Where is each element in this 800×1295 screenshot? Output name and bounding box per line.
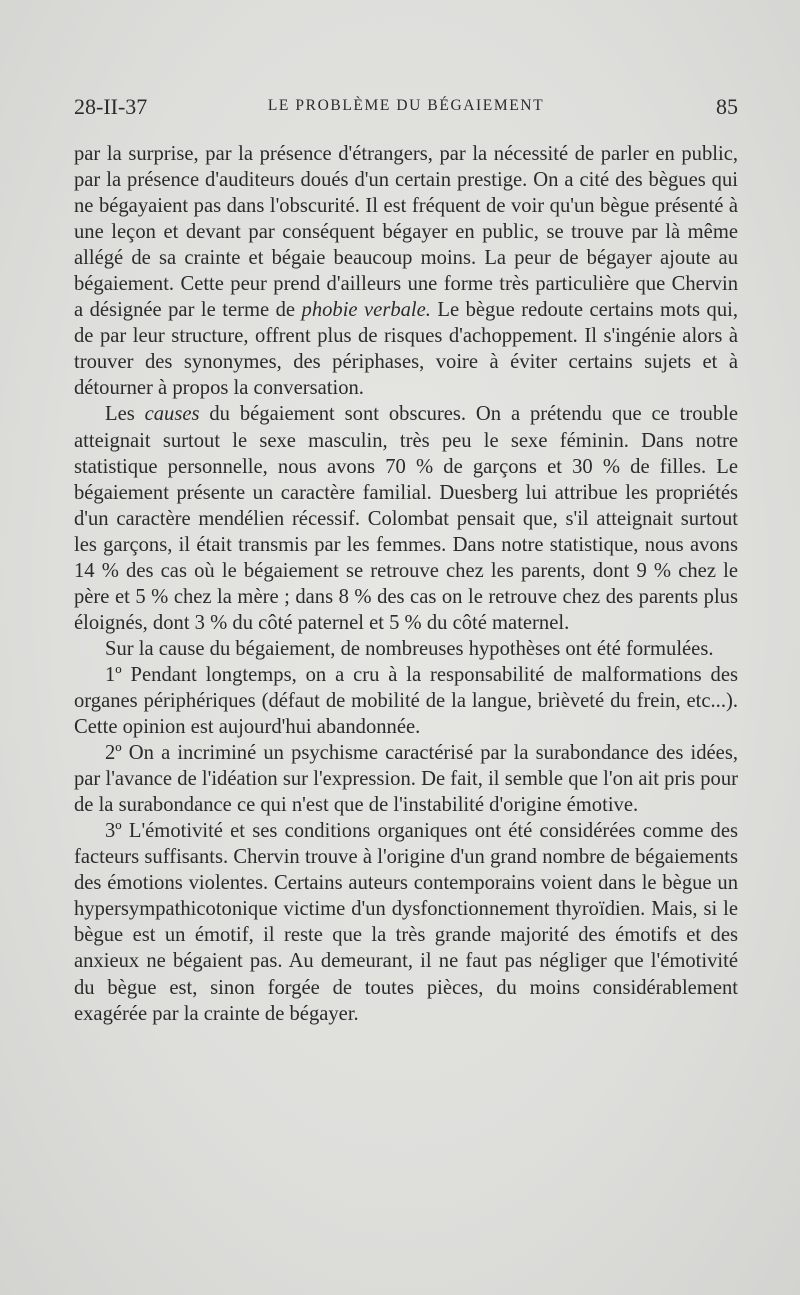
paragraph-1-end: Le bègue redoute certains mots qui, de par leur structure, offrent plus de risques d'achoppement. Il s'ingénie alors à trouver des synonymes, des périphases, voire à éviter certains sujets et à détourner à propos la conversation. (74, 299, 738, 400)
paragraph-6: 3º L'émotivité et ses conditions organiques ont été considérées comme des facteurs suffisants. Chervin trouve à l'origine d'un grand nombre de bégaiements des émotions violentes. Certains auteurs contemporains voient dans le bègue un hypersympathicotonique victime d'un dysfonctionnement thyroïdien. Mais, si le bègue est un émotif, il reste que la très grande majorité des émotifs et des anxieux ne bégaient pas. Au demeurant, il ne faut pas négliger que l'émotivité du bègue est, sinon forgée de toutes pièces, du moins considérablement exagérée par la crainte de bégayer. (74, 820, 738, 1025)
paragraph-1-italic: phobie verbale. (301, 299, 431, 322)
paragraph-4: 1º Pendant longtemps, on a cru à la responsabilité de malformations des organes périphériques (défaut de mobilité de la langue, brièveté du frein, etc...). Cette opinion est aujourd'hui abandonnée. (74, 663, 738, 739)
paragraph-5: 2º On a incriminé un psychisme caractérisé par la surabondance des idées, par l'avance de l'idéation sur l'expression. De fait, il semble que l'on ait pris pour de la surabondance ce qui n'est que de l'instabilité d'origine émotive. (74, 742, 738, 817)
running-head (74, 94, 738, 124)
paragraph-2-italic: causes (144, 403, 200, 426)
body-text (74, 141, 738, 1027)
paragraph-1-text: par la surprise, par la présence d'étrangers, par la nécessité de parler en public, par la présence d'auditeurs doués d'un certain prestige. On a cité des bègues qui ne bégayaient pas dans l'obscurité. Il est fréquent de voir qu'un bègue présenté à une leçon et devant par conséquent bégayer en public, se trouve par là même allégé de sa crainte et bégaie beaucoup moins. La peur de bégayer ajoute au bégaiement. Cette peur prend d'ailleurs une forme très particulière que Chervin a désignée par le terme de (74, 143, 738, 322)
paragraph-2 (74, 401, 738, 635)
page-number: 85 (716, 94, 738, 119)
paragraph-3: Sur la cause du bégaiement, de nombreuses hypothèses ont été formulées. (105, 637, 714, 660)
header-title: LE PROBLÈME DU BÉGAIEMENT (267, 97, 545, 114)
paragraph-2-end: du bégaiement sont obscures. On a prétendu que ce trouble atteignait surtout le sexe masculin, très peu le sexe féminin. Dans notre statistique personnelle, nous avons 70 % de garçons et 30 % de filles. Le bégaiement présente un caractère familial. Duesberg lui attribue les propriétés d'un caractère mendélien récessif. Colombat pensait que, s'il atteignait surtout les garçons, il était transmis par les femmes. Dans notre statistique, nous avons 14 % des cas où le bégaiement se retrouve chez les parents, dont 9 % chez le père et 5 % chez la mère ; dans 8 % des cas on le retrouve chez des parents plus éloignés, dont 3 % du côté paternel et 5 % du côté maternel. (74, 403, 738, 634)
paragraph-2-start: Les (105, 403, 145, 426)
header-date: 28-II-37 (74, 94, 148, 119)
paragraph-1 (74, 141, 738, 401)
